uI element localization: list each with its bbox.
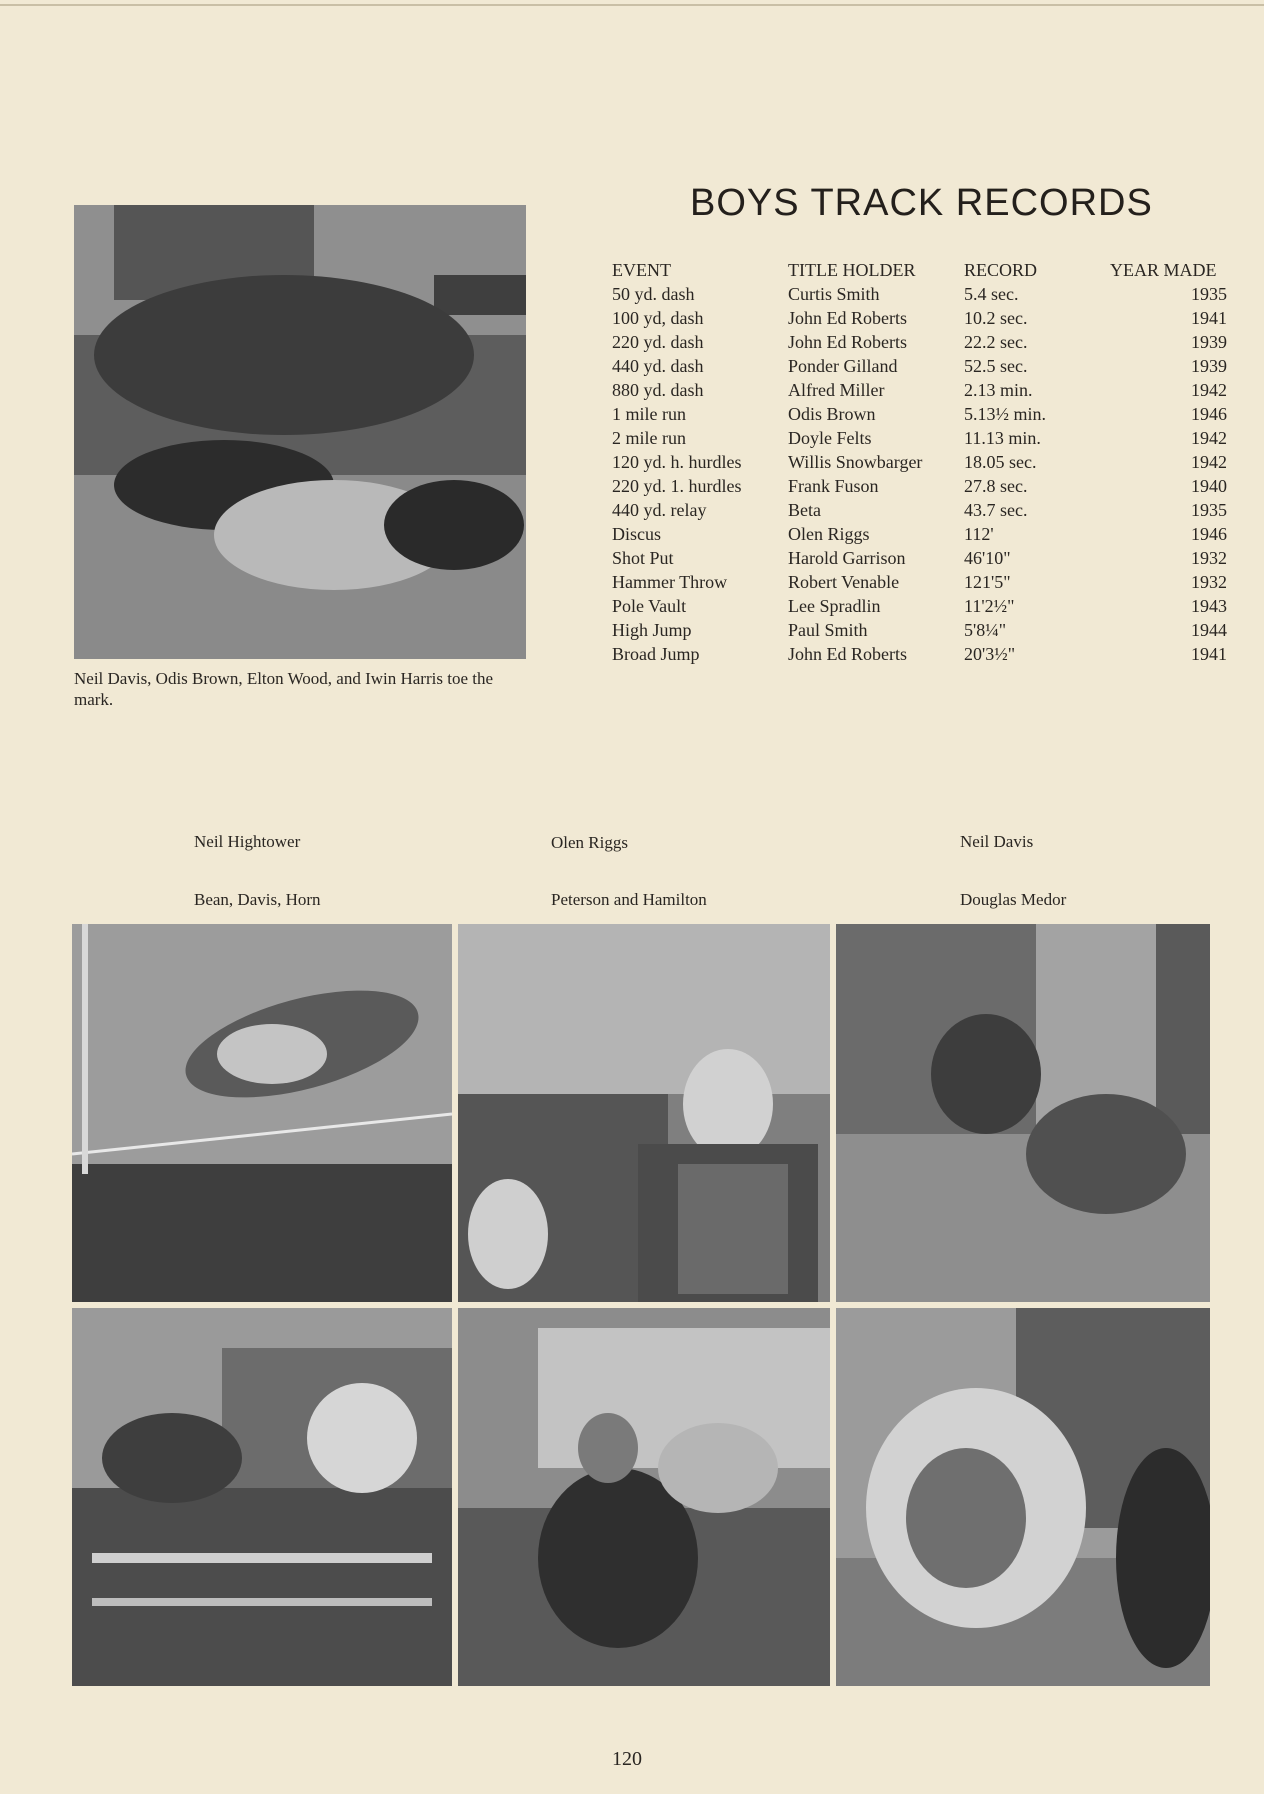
record-year: 1932 [1191,548,1227,568]
record-year: 1935 [1191,284,1227,304]
record-event: 220 yd. dash [612,332,704,352]
record-year: 1939 [1191,356,1227,376]
record-event: 220 yd. 1. hurdles [612,476,742,496]
record-holder: Frank Fuson [788,476,879,496]
record-event: 440 yd. dash [612,356,704,376]
record-holder: Alfred Miller [788,380,885,400]
record-event: High Jump [612,620,692,640]
record-holder: Odis Brown [788,404,876,424]
record-row [612,500,1232,524]
record-row [612,644,1232,668]
record-row [612,524,1232,548]
record-value: 20'3½" [964,644,1016,664]
record-holder: Olen Riggs [788,524,870,544]
record-row [612,476,1232,500]
record-holder: John Ed Roberts [788,644,907,664]
record-holder: Lee Spradlin [788,596,881,616]
page-title: BOYS TRACK RECORDS [690,182,1153,224]
record-row [612,284,1232,308]
record-value: 5'8¼" [964,620,1007,640]
header-event: EVENT [612,260,671,280]
record-event: Hammer Throw [612,572,728,592]
record-holder: Paul Smith [788,620,868,640]
record-event: 2 mile run [612,428,686,448]
top-rule [0,4,1264,6]
record-holder: Harold Garrison [788,548,906,568]
record-value: 11'2½" [964,596,1015,616]
record-year: 1942 [1191,428,1227,448]
record-event: 120 yd. h. hurdles [612,452,742,472]
record-event: 50 yd. dash [612,284,695,304]
record-row [612,620,1232,644]
record-row [612,356,1232,380]
record-event: 1 mile run [612,404,686,424]
photo-broad-jump [836,924,1210,1302]
record-year: 1943 [1191,596,1227,616]
record-value: 5.13½ min. [964,404,1047,424]
record-value: 52.5 sec. [964,356,1028,376]
caption-bean-davis-horn: Bean, Davis, Horn [194,890,321,909]
record-event: 100 yd, dash [612,308,704,328]
record-holder: Beta [788,500,821,520]
record-event: Discus [612,524,661,544]
record-row [612,596,1232,620]
page-number: 120 [612,1748,642,1770]
record-row [612,308,1232,332]
record-row [612,548,1232,572]
record-year: 1940 [1191,476,1227,496]
record-event: Broad Jump [612,644,700,664]
record-holder: Ponder Gilland [788,356,898,376]
photo-relay [458,1308,830,1686]
record-event: Shot Put [612,548,674,568]
record-value: 11.13 min. [964,428,1041,448]
record-year: 1939 [1191,332,1227,352]
record-value: 121'5" [964,572,1011,592]
record-year: 1932 [1191,572,1227,592]
caption-peterson-hamilton: Peterson and Hamilton [551,890,707,909]
header-holder: TITLE HOLDER [788,260,916,280]
record-value: 2.13 min. [964,380,1033,400]
record-row [612,380,1232,404]
photo-shot-put [458,924,830,1302]
record-value: 27.8 sec. [964,476,1028,496]
record-holder: Robert Venable [788,572,900,592]
header-year: YEAR MADE [1110,260,1217,280]
record-row [612,332,1232,356]
record-event: Pole Vault [612,596,687,616]
record-value: 18.05 sec. [964,452,1037,472]
caption-neil-davis: Neil Davis [960,832,1034,851]
record-year: 1941 [1191,644,1227,664]
caption-neil-hightower: Neil Hightower [194,832,301,851]
caption-douglas-medor: Douglas Medor [960,890,1067,909]
record-holder: Doyle Felts [788,428,872,448]
record-year: 1946 [1191,524,1227,544]
photo-starting-line [74,205,526,659]
record-year: 1935 [1191,500,1227,520]
header-record: RECORD [964,260,1038,280]
record-holder: Curtis Smith [788,284,880,304]
record-value: 112' [964,524,994,544]
record-holder: John Ed Roberts [788,332,907,352]
photo-high-jump [72,924,452,1302]
caption-olen-riggs: Olen Riggs [551,833,628,852]
record-year: 1942 [1191,380,1227,400]
records-header [612,260,1232,284]
record-event: 880 yd. dash [612,380,704,400]
main-photo-caption: Neil Davis, Odis Brown, Elton Wood, and Iwin Harris toe the mark. [74,669,494,709]
record-value: 43.7 sec. [964,500,1028,520]
record-value: 22.2 sec. [964,332,1028,352]
record-holder: Willis Snowbarger [788,452,923,472]
photo-discus [836,1308,1210,1686]
record-event: 440 yd. relay [612,500,707,520]
photo-hurdles [72,1308,452,1686]
record-year: 1946 [1191,404,1227,424]
record-row [612,428,1232,452]
record-year: 1944 [1191,620,1227,640]
record-value: 46'10" [964,548,1011,568]
record-value: 10.2 sec. [964,308,1028,328]
record-row [612,572,1232,596]
record-year: 1942 [1191,452,1227,472]
record-value: 5.4 sec. [964,284,1019,304]
record-row [612,452,1232,476]
record-holder: John Ed Roberts [788,308,907,328]
record-row [612,404,1232,428]
record-year: 1941 [1191,308,1227,328]
